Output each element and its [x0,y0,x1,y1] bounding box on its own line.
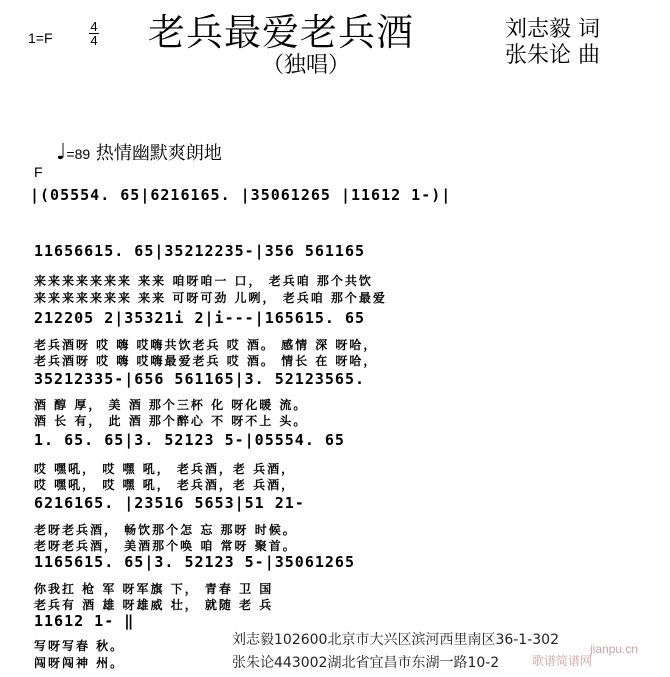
lyric-row-7-verse-1: 你我扛 枪 军 呀军旗 下， 青春 卫 国 [34,582,274,596]
watermark-site-name: 歌谱简谱网 [532,654,593,668]
notation-row-3: 212205 2|35321i 2|i---|165615. 65 [34,309,366,327]
notation-row-4: 35212335-|656 561165|3. 52123565. [34,370,366,388]
tempo-marking [56,139,222,165]
composer-address: 张朱论443002湖北省宜昌市东湖一路10-2 [232,655,500,671]
notation-row-7: 1165615. 65|3. 52123 5-|35061265 [34,553,355,571]
time-signature-top: 4 [90,19,98,34]
lyric-row-3-verse-2: 老兵酒呀 哎 嗨 哎嗨最爱老兵 哎 酒。 情长 在 呀哈， [34,354,378,368]
time-signature [89,20,99,47]
lyric-row-3-verse-1: 老兵酒呀 哎 嗨 哎嗨共饮老兵 哎 酒。 感情 深 呀哈， [34,338,378,352]
lyric-row-2-verse-1: 来来来来来来来 来来 咱呀咱一 口， 老兵咱 那个共饮 [34,274,373,288]
lyric-row-2-verse-2: 来来来来来来来 来来 可呀可劲 儿咧， 老兵咱 那个最爱 [34,291,387,305]
tempo-expression: 热情幽默爽朗地 [95,143,222,164]
lyric-row-6-verse-1: 老呀老兵酒， 畅饮那个怎 忘 那呀 时候。 [34,523,297,537]
song-title: 老兵最爱老兵酒 [148,11,414,54]
notation-row-2: 11656615. 65|35212235-|356 561165 [34,242,366,260]
watermark-site-url: jianpu.cn [590,642,639,656]
lyric-row-8-verse-2: 闯呀闯神 州。 [34,656,125,670]
lyric-row-6-verse-2: 老呀老兵酒， 美酒那个唤 咱 常呀 聚首。 [34,539,297,553]
notation-row-1: |(05554. 65|6216165. |35061265 |11612 1-)| [30,186,452,204]
notation-row-5: 1. 65. 65|3. 52123 5-|05554. 65 [34,431,345,449]
lyric-row-5-verse-1: 哎 嘿吼， 哎 嘿 吼， 老兵酒，老 兵酒， [34,462,296,476]
chord-symbol: F [34,164,43,180]
lyric-row-4-verse-1: 酒 醇 厚， 美 酒 那个三杯 化 呀化暖 流。 [34,398,308,412]
lyric-row-4-verse-2: 酒 长 有， 此 酒 那个醉心 不 呀不上 头。 [34,414,308,428]
notation-row-8: 11612 1- ‖ [34,612,135,630]
lyric-row-5-verse-2: 哎 嘿吼， 哎 嘿 吼， 老兵酒，老 兵酒， [34,478,296,492]
key-signature: 1=F [28,30,53,46]
song-subtitle: （独唱） [262,53,351,78]
notation-row-6: 6216165. |23516 5653|51 21- [34,494,305,512]
lyric-row-7-verse-2: 老兵有 酒 雄 呀雄威 壮， 就随 老 兵 [34,598,274,612]
quarter-note-icon: ♩ [56,140,67,165]
lyricist-credit: 刘志毅 词 [505,17,600,42]
tempo-bpm: =89 [66,146,91,162]
lyric-row-8-verse-1: 写呀写春 秋。 [34,639,125,653]
composer-credit: 张朱论 曲 [505,43,600,68]
lyricist-address: 刘志毅102600北京市大兴区滨河西里南区36-1-302 [232,632,559,648]
time-signature-bottom: 4 [90,33,98,48]
